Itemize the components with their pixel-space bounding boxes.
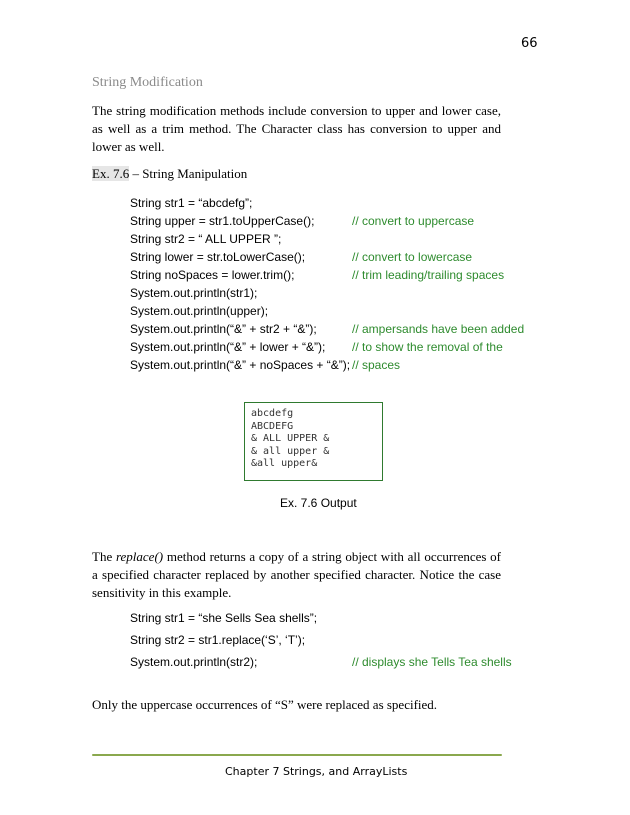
code-comment: // trim leading/trailing spaces [352, 268, 505, 282]
code-line: System.out.println(str1); [130, 286, 258, 300]
footer-divider [92, 754, 502, 756]
output-caption: Ex. 7.6 Output [280, 496, 357, 510]
code-line: System.out.println(“&” + lower + “&”); [130, 340, 326, 354]
code-comment: // spaces [352, 358, 401, 372]
example-title [92, 166, 247, 182]
replace-method-name: replace() [115, 549, 164, 564]
code-line: String upper = str1.toUpperCase(); [130, 214, 315, 228]
example-title-text: – String Manipulation [129, 166, 248, 181]
closing-paragraph: Only the uppercase occurrences of “S” were replaced as specified. [92, 697, 438, 712]
output-line: & ALL UPPER & [251, 433, 330, 444]
example-number: Ex. 7.6 [92, 166, 130, 181]
replace-paragraph-lead: The [92, 549, 116, 564]
output-line: & all upper & [251, 445, 330, 457]
code-line: System.out.println(upper); [130, 304, 269, 318]
footer-chapter-title: Chapter 7 Strings, and ArrayLists [225, 765, 408, 778]
code-comment: // to show the removal of the [352, 340, 503, 354]
code-line: String str1 = “abcdefg”; [130, 196, 253, 210]
intro-paragraph: The string modification methods include conversion to upper and lower case, as well as a trim method. The Character class has conversion to upper and lower as well. [92, 103, 501, 154]
output-line: abcdefg [251, 408, 294, 419]
replace-paragraph-body: method returns a copy of a string object with all occurrences of a specified character replaced by another specified character. Notice the case sensitivity in this example. [92, 549, 502, 600]
code-line: String lower = str.toLowerCase(); [130, 250, 306, 264]
section-heading: String Modification [92, 75, 203, 90]
replace-paragraph [92, 548, 501, 602]
code-comment: // convert to lowercase [352, 250, 473, 264]
code-line: System.out.println(str2); [130, 655, 258, 669]
code-line: System.out.println(“&” + noSpaces + “&”); [130, 358, 351, 372]
code-comment: // displays she Tells Tea shells [352, 655, 512, 669]
page-number: 66 [521, 36, 538, 51]
output-console [244, 402, 383, 481]
code-line: String str1 = “she Sells Sea shells”; [130, 611, 318, 625]
code-line: System.out.println(“&” + str2 + “&”); [130, 322, 317, 336]
code-comment: // convert to uppercase [352, 214, 475, 228]
code-line: String str2 = str1.replace(‘S’, ‘T’); [130, 633, 306, 647]
output-line: &all upper& [251, 458, 318, 469]
output-line: ABCDEFG [251, 420, 294, 432]
code-comment: // ampersands have been added [352, 322, 525, 336]
code-line: String str2 = “ ALL UPPER ”; [130, 232, 282, 246]
code-line: String noSpaces = lower.trim(); [130, 268, 295, 282]
